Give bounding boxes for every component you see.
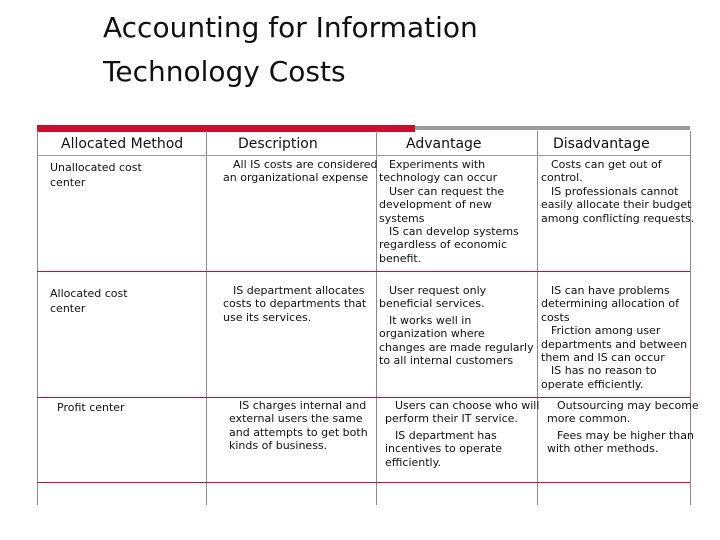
text-line: Friction among user — [551, 324, 661, 338]
text-line: Allocated cost — [50, 287, 128, 300]
row3-advantage — [385, 399, 539, 469]
text-line: User can request the — [389, 184, 505, 198]
column-rule-2 — [376, 131, 377, 505]
text-line: costs — [541, 310, 570, 324]
row3-method — [57, 401, 125, 414]
text-line: It works well in — [389, 313, 472, 327]
text-line: incentives to operate — [385, 442, 503, 456]
divider-bar — [415, 126, 690, 130]
row-rule-1 — [37, 155, 690, 156]
text-line: Profit center — [57, 401, 125, 414]
row3-disadvantage — [547, 399, 699, 456]
header-description: Description — [238, 136, 318, 152]
text-line: center — [50, 176, 86, 190]
row2-method — [50, 287, 128, 316]
text-line: to all internal customers — [379, 354, 514, 368]
slide-title-line-2: Technology Costs — [103, 55, 346, 88]
text-line: IS can have problems — [551, 284, 670, 297]
text-line: and attempts to get both — [229, 425, 368, 439]
slide-title — [103, 6, 478, 94]
text-line: among conflicting requests. — [541, 211, 695, 225]
text-line: IS charges internal and — [239, 399, 367, 412]
text-line: external users the same — [229, 412, 363, 426]
row1-advantage — [379, 158, 519, 265]
row2-advantage — [379, 284, 534, 367]
text-line: an organizational expense — [223, 171, 369, 185]
text-line: operate efficiently. — [541, 377, 644, 391]
text-line: easily allocate their budget — [541, 198, 692, 212]
row2-disadvantage — [541, 284, 687, 391]
text-line: Experiments with — [389, 158, 486, 171]
row1-description — [223, 158, 378, 185]
row3-description — [229, 399, 368, 453]
text-line: benefit. — [379, 251, 422, 265]
text-line: beneficial services. — [379, 297, 485, 311]
text-line: All IS costs are considered — [233, 158, 378, 171]
row-rule-3 — [37, 397, 690, 398]
text-line: perform their IT service. — [385, 412, 518, 426]
text-line: development of new — [379, 198, 492, 212]
text-line: costs to departments that — [223, 297, 367, 311]
text-line: IS can develop systems — [389, 225, 519, 239]
row-rule-bottom — [37, 482, 690, 483]
text-line: organization where — [379, 327, 485, 341]
text-line: IS professionals cannot — [551, 184, 679, 198]
column-rule-left — [37, 131, 38, 505]
row1-method — [50, 161, 142, 190]
row2-description — [223, 284, 366, 324]
row-rule-2 — [37, 271, 690, 272]
text-line: kinds of business. — [229, 439, 328, 453]
text-line: determining allocation of — [541, 297, 679, 311]
text-line: changes are made regularly — [379, 340, 534, 354]
text-line: regardless of economic — [379, 238, 508, 252]
text-line: center — [50, 302, 86, 316]
text-line: control. — [541, 171, 583, 185]
text-line: departments and between — [541, 337, 688, 351]
text-line: them and IS can occur — [541, 351, 665, 365]
text-line: IS department allocates — [233, 284, 365, 297]
column-rule-1 — [206, 131, 207, 505]
text-line: systems — [379, 211, 425, 225]
header-disadvantage: Disadvantage — [553, 136, 650, 152]
row1-disadvantage — [541, 158, 694, 225]
text-line: more common. — [547, 412, 631, 426]
text-line: Users can choose who will — [395, 399, 540, 412]
text-line: IS department has — [395, 428, 497, 442]
text-line: User request only — [389, 284, 487, 297]
text-line: Costs can get out of — [551, 158, 662, 171]
header-allocated-method: Allocated Method — [61, 136, 184, 152]
text-line: with other methods. — [547, 442, 659, 456]
text-line: Unallocated cost — [50, 161, 142, 174]
text-line: technology can occur — [379, 171, 498, 185]
text-line: Outsourcing may become — [557, 399, 699, 412]
slide-title-line-1: Accounting for Information — [103, 11, 478, 44]
text-line: use its services. — [223, 310, 312, 324]
text-line: Fees may be higher than — [557, 428, 694, 442]
header-advantage: Advantage — [406, 136, 482, 152]
text-line: IS has no reason to — [551, 364, 657, 378]
text-line: efficiently. — [385, 455, 442, 469]
accent-bar — [37, 125, 415, 132]
